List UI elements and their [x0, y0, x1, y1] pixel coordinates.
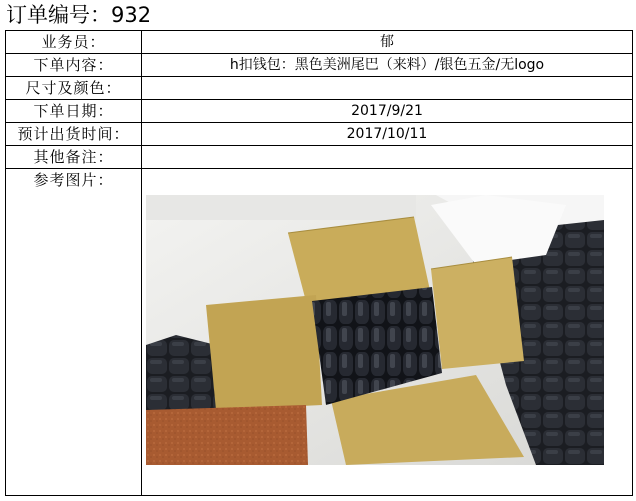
- size-color-value: [142, 77, 632, 99]
- ship-date-label: 预计出货时间：: [17, 125, 130, 143]
- order-date-value: 2017/9/21: [351, 103, 423, 119]
- salesperson-value: 郁: [380, 34, 394, 50]
- order-date-label: 下单日期：: [33, 102, 114, 120]
- order-content-label: 下单内容：: [33, 56, 114, 74]
- order-sheet-table: [5, 30, 633, 496]
- salesperson-label: 业务员：: [41, 33, 106, 51]
- notes-label: 其他备注：: [33, 148, 114, 166]
- field-row-notes: [6, 146, 632, 169]
- reference-photo: [146, 195, 604, 465]
- field-row-salesperson: [6, 31, 632, 54]
- reference-photo-leather-icon: [146, 195, 604, 465]
- order-content-value: h扣钱包：黑色美洲尾巴（来料）/银色五金/无logo: [229, 57, 545, 73]
- reference-image-label: 参考图片：: [33, 171, 114, 189]
- field-row-order-content: [6, 54, 632, 77]
- notes-value: [142, 146, 632, 168]
- ship-date-value: 2017/10/11: [346, 126, 428, 142]
- order-number-title: 订单编号：932: [6, 3, 152, 27]
- field-row-size-color: [6, 77, 632, 100]
- field-row-order-date: [6, 100, 632, 123]
- size-color-label: 尺寸及颜色：: [25, 79, 122, 97]
- field-row-ship-date: [6, 123, 632, 146]
